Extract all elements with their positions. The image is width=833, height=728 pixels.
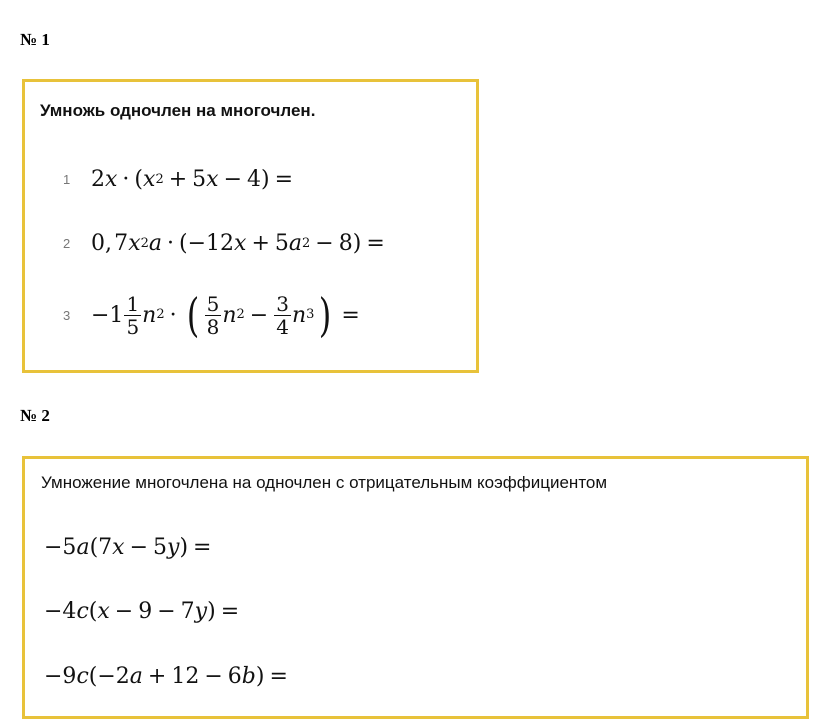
task-2-number: № 2	[20, 406, 50, 425]
task-1-box	[22, 79, 479, 373]
task-1-item-2	[63, 231, 390, 256]
item-index: 3	[63, 307, 71, 323]
item-index: 1	[63, 172, 71, 187]
expression: −1 $\frac{1}{5}$ n 2 · ( $\frac{5}{8}$ n 2 − $\frac{3}{4}$ n 3 ) =	[91, 288, 360, 342]
expression: −5 a (7 x − 5 y ) =	[44, 535, 212, 560]
item-index: 2	[63, 236, 71, 251]
expression: 0, 7 x 2 a · (−12 x + 5 a 2 − 8) =	[91, 231, 385, 256]
task-1-item-3	[63, 288, 365, 342]
task-2-box	[22, 456, 809, 719]
task-2-item-3	[44, 664, 293, 689]
task-2-title: Умножение многочлена на одночлен с отрицательным коэффициентом	[41, 473, 608, 492]
expression: 2 x · ( x 2 + 5 x − 4) =	[91, 167, 294, 192]
expression: −9 c (−2 a + 12 − 6 b ) =	[44, 664, 288, 689]
task-1-title: Умножь одночлен на многочлен.	[40, 101, 316, 120]
task-2-item-2	[44, 599, 244, 624]
task-1-number: № 1	[20, 30, 50, 49]
expression: −4 c ( x − 9 − 7 y ) =	[44, 599, 240, 624]
task-2-item-1	[44, 535, 216, 560]
task-1-item-1	[63, 167, 298, 192]
